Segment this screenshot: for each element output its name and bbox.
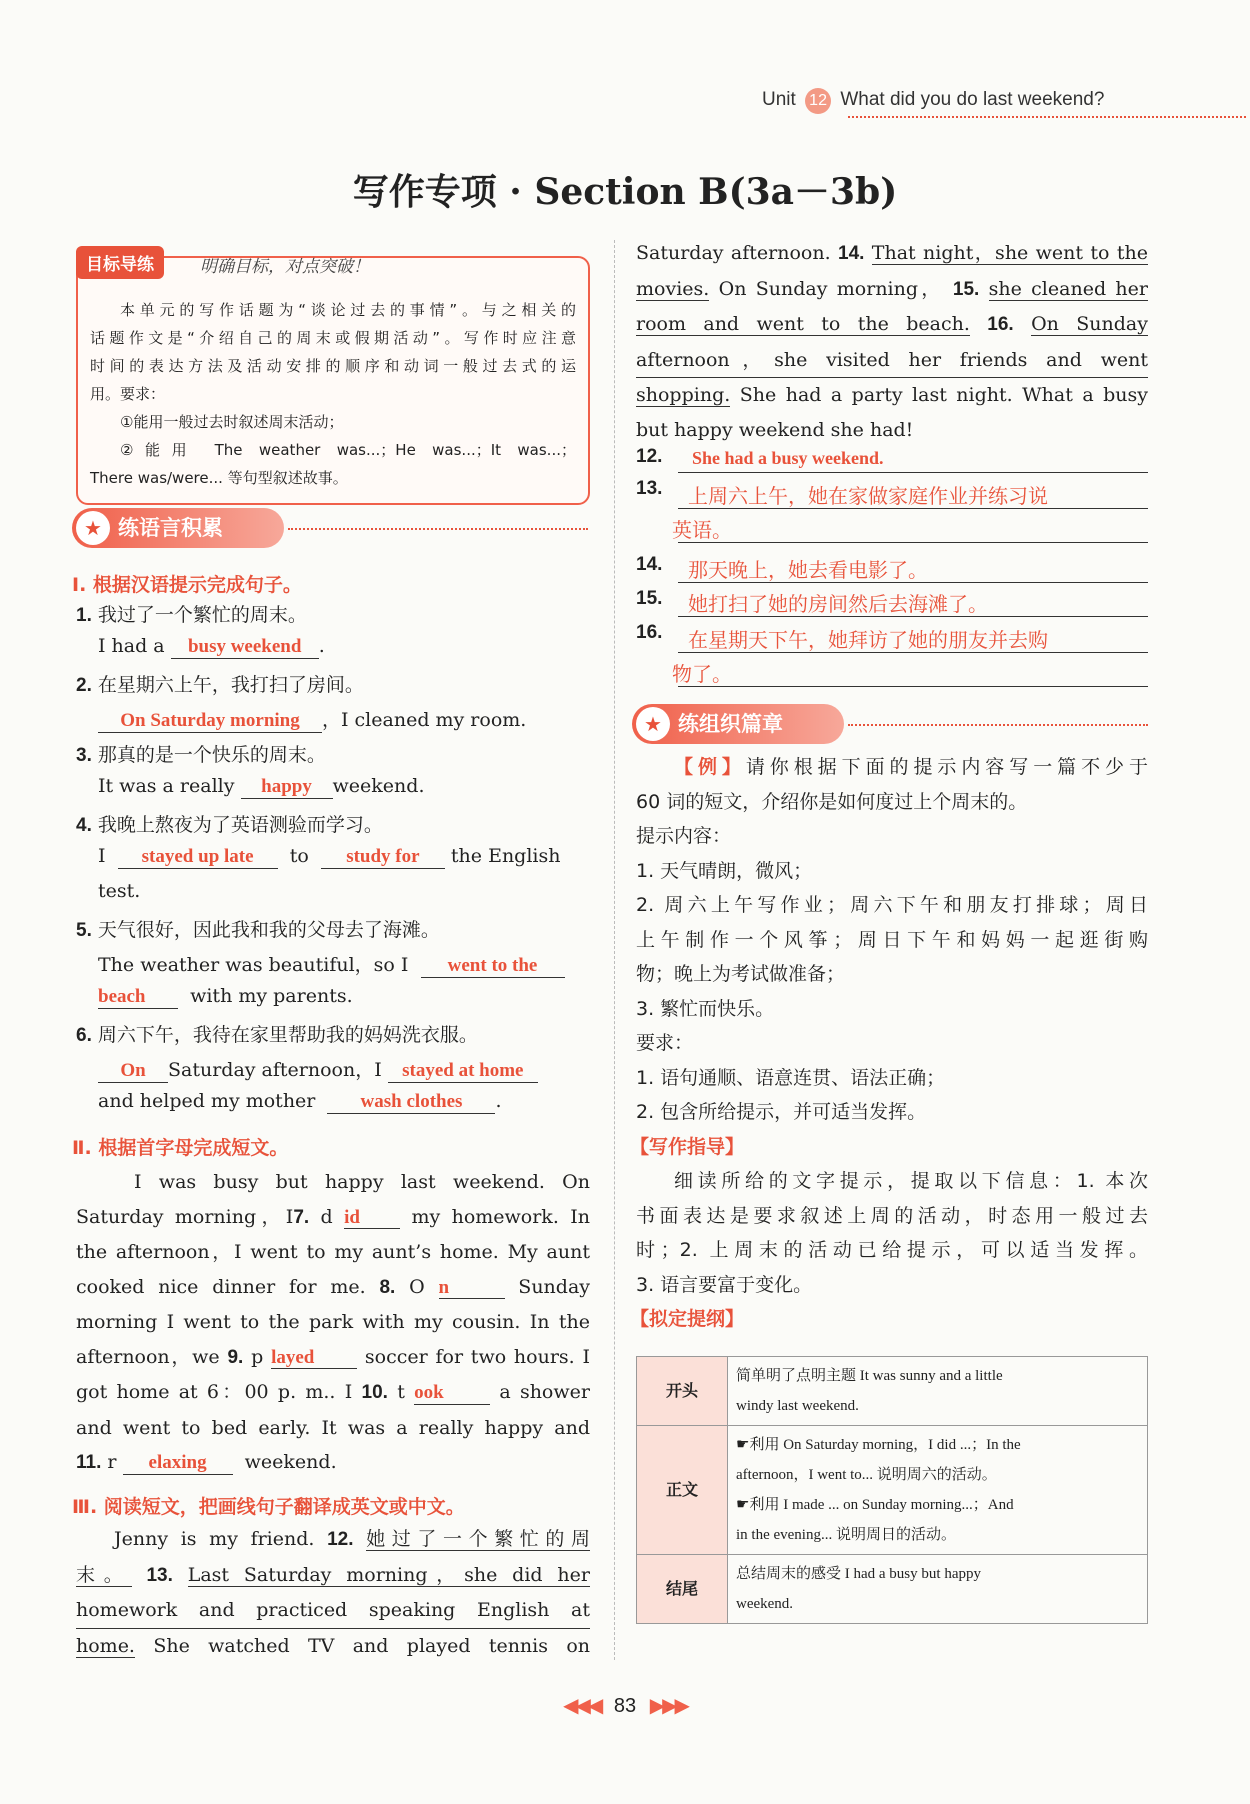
unit-number-badge: 12: [805, 88, 831, 114]
answer-16a: 在星期天下午，她拜访了她的朋友并去购: [688, 628, 1048, 652]
p3-line: room and went to the beach. 16. On Sunday: [636, 313, 1148, 335]
outline-cell: 简单明了点明主题 It was sunny and a little windy last weekend.: [728, 1357, 1148, 1426]
q4-answer-2: study for: [321, 847, 445, 869]
p2-line: morning I went to the park with my cousin. In the: [76, 1311, 590, 1333]
section-banner-label: 练语言积累: [118, 516, 223, 540]
prompt-line: 60 词的短文，介绍你是如何度过上个周末的。: [636, 790, 1028, 813]
goal-line: 话题作文是“介绍自己的周末或假期活动”。写作时应注意: [90, 329, 576, 347]
page-number: 83: [613, 1695, 637, 1717]
answer-15: 她打扫了她的房间然后去海滩了。: [688, 592, 988, 616]
guide-line: 细读所给的文字提示，提取以下信息：1. 本次: [674, 1170, 1148, 1192]
section-banner-label: 练组织篇章: [678, 712, 783, 736]
unit-label: Unit: [762, 89, 796, 110]
q3-answer-line: It was a really happy weekend.: [98, 775, 425, 797]
p2-line: Saturday morning，I7. d id my homework. In: [76, 1205, 590, 1228]
outline-row-opening: [637, 1357, 1148, 1426]
left-column: [72, 240, 591, 1660]
q1-chinese: 1. 我过了一个繁忙的周末。: [76, 604, 307, 626]
guide-line: 书面表达是要求叙述上周的活动，时态用一般过去: [636, 1204, 1148, 1227]
p3-line: but happy weekend she had!: [636, 418, 914, 441]
next-arrows-icon: ▶▶▶: [649, 1695, 687, 1717]
answer-11: elaxing: [123, 1453, 233, 1475]
p2-line: and went to bed early. It was a really happy and: [76, 1416, 590, 1439]
q2-chinese: 2. 在星期六上午，我打扫了房间。: [76, 674, 364, 696]
goal-requirement: ①能用一般过去时叙述周末活动；: [120, 413, 344, 431]
q4-answer-line: I stayed up late to study for the English: [98, 845, 561, 867]
q5-answer-line-2: beach with my parents.: [98, 985, 353, 1007]
section-banner-language: [72, 508, 284, 548]
q4-chinese: 4. 我晚上熬夜为了英语测验而学习。: [76, 814, 383, 836]
underlined-sentence-13: Last Saturday morning，she did her: [187, 1563, 590, 1586]
q6-answer-3: wash clothes: [327, 1092, 495, 1114]
hint-item: 上午制作一个风筝；周日下午和妈妈一起逛街购: [636, 928, 1148, 951]
answer-14-row: 14. 那天晚上，她去看电影了。: [636, 554, 1148, 586]
answer-12-row: 12. She had a busy weekend.: [636, 446, 1148, 476]
part2-passage: [76, 1165, 590, 1481]
p3-line: Saturday afternoon. 14. That night，she went to the: [636, 242, 1148, 264]
runner-icon: ★: [636, 707, 670, 741]
q1-answer-line: I had a busy weekend .: [98, 635, 325, 657]
p3-line: home. She watched TV and played tennis on: [76, 1634, 590, 1657]
q5-answer-line: The weather was beautiful，so I went to the: [98, 950, 565, 978]
q1-answer: busy weekend: [171, 637, 319, 659]
part1-heading: Ⅰ. 根据汉语提示完成句子。: [72, 574, 302, 596]
q3-chinese: 3. 那真的是一个快乐的周末。: [76, 744, 326, 766]
underlined-sentence-16: On Sunday: [1031, 313, 1148, 335]
column-divider: [614, 240, 615, 1660]
answer-12: She had a busy weekend.: [692, 448, 884, 468]
answer-8: n: [439, 1278, 505, 1300]
outline-head: 开头: [637, 1357, 728, 1426]
q5-answer-a: went to the: [421, 956, 565, 978]
outline-table: [636, 1356, 1148, 1624]
guide-line: 时；2. 上周末的活动已给提示，可以适当发挥。: [636, 1239, 1148, 1261]
goal-requirement: There was/were... 等句型叙述故事。: [90, 469, 348, 487]
outline-row-ending: [637, 1555, 1148, 1624]
answer-13a: 上周六上午，她在家做家庭作业并练习说: [688, 484, 1048, 508]
guide-line: 3. 语言要富于变化。: [636, 1273, 813, 1296]
req-item: 2. 包含所给提示，并可适当发挥。: [636, 1101, 927, 1123]
part3-heading: Ⅲ. 阅读短文，把画线句子翻译成英文或中文。: [72, 1496, 465, 1518]
p2-line: 11. r elaxing weekend.: [76, 1451, 337, 1473]
q6-answer-1: On: [98, 1061, 168, 1083]
goal-slogan: 明确目标，对点突破！: [200, 257, 370, 277]
section-banner-composition: [632, 704, 844, 744]
p3-line: homework and practiced speaking English at: [76, 1593, 590, 1629]
p2-line: the afternoon，I went to my aunt’s home. My aunt: [76, 1241, 590, 1263]
runner-icon: ★: [76, 511, 110, 545]
q2-answer-line: On Saturday morning ，I cleaned my room.: [98, 705, 526, 733]
goal-tag: 目标导练: [76, 246, 164, 279]
page-footer: [0, 1693, 1250, 1718]
hint-item: 1. 天气晴朗，微风；: [636, 859, 813, 882]
q4-answer-1: stayed up late: [118, 847, 278, 869]
answer-10: ook: [414, 1383, 490, 1405]
underlined-sentence-12: 她过了一个繁忙的周: [366, 1528, 591, 1550]
part3-passage-right: [636, 236, 1148, 447]
p2-line: afternoon，we 9. p layed soccer for two hours. I: [76, 1345, 591, 1368]
goal-line: 用。要求：: [90, 385, 166, 403]
example-tag: 【例】: [674, 756, 746, 778]
answer-14: 那天晚上，她去看电影了。: [688, 558, 928, 582]
banner-dots: [288, 528, 588, 530]
answer-16b: 物了。: [672, 662, 732, 686]
part2-heading: Ⅱ. 根据首字母完成短文。: [72, 1137, 289, 1159]
right-column: [630, 236, 1148, 1656]
q2-answer: On Saturday morning: [98, 711, 322, 733]
q3-answer: happy: [241, 777, 333, 799]
answer-9: layed: [271, 1348, 357, 1370]
goal-requirement: ②能用 The weather was...；He was...；It was...；: [120, 441, 576, 459]
outline-row-body: [637, 1426, 1148, 1555]
p2-line: I was busy but happy last weekend. On: [134, 1171, 590, 1193]
p2-line: got home at 6：00 p. m.. I 10. t ook a shower: [76, 1381, 590, 1403]
underlined-sentence-14: That night，she went to the: [871, 242, 1148, 264]
req-item: 1. 语句通顺、语意连贯、语法正确；: [636, 1066, 946, 1089]
part3-passage-left: [76, 1522, 590, 1663]
p3-line: shopping. She had a party last night. What a busy: [636, 384, 1148, 406]
q6-answer-line-2: and helped my mother wash clothes .: [98, 1090, 502, 1112]
writing-task: [630, 750, 1148, 1337]
prev-arrows-icon: ◀◀◀: [563, 1695, 601, 1717]
q5-chinese: 5. 天气很好，因此我和我的父母去了海滩。: [76, 919, 440, 941]
banner-dots: [848, 724, 1148, 726]
q5-answer-b: beach: [98, 987, 178, 1009]
goal-box: [76, 256, 590, 505]
page-title: 写作专项 · Section B(3a－3b): [352, 171, 898, 213]
req-label: 要求：: [636, 1032, 694, 1054]
p3-line: afternoon，she visited her friends and went: [636, 343, 1148, 379]
guide-tag: 【写作指导】: [630, 1135, 745, 1158]
unit-title: What did you do last weekend?: [840, 89, 1105, 110]
hint-item: 2. 周六上午写作业；周六下午和朋友打排球；周日: [636, 894, 1148, 916]
q6-answer-2: stayed at home: [388, 1061, 538, 1083]
p3-line: 末。 13. Last Saturday morning，she did her: [76, 1563, 590, 1586]
hint-item: 3. 繁忙而快乐。: [636, 997, 775, 1020]
q6-chinese: 6. 周六下午，我待在家里帮助我的妈妈洗衣服。: [76, 1024, 478, 1046]
running-header: [762, 88, 1104, 114]
q4-answer-line-2: test.: [98, 880, 141, 902]
p3-line: Jenny is my friend. 12. 她过了一个繁忙的周: [114, 1528, 591, 1550]
outline-cell: 总结周末的感受 I had a busy but happy weekend.: [728, 1555, 1148, 1624]
outline-tag: 【拟定提纲】: [630, 1308, 745, 1330]
header-divider: [848, 116, 1246, 118]
answer-13b: 英语。: [672, 518, 732, 542]
answer-15-row: 15. 她打扫了她的房间然后去海滩了。: [636, 588, 1148, 620]
p3-line: movies. On Sunday morning， 15. she cleaned her: [636, 277, 1148, 300]
hints-label: 提示内容：: [636, 825, 732, 847]
underlined-sentence-15: she cleaned her: [988, 277, 1148, 300]
outline-head: 正文: [637, 1426, 728, 1555]
answer-16-row: 16. 在星期天下午，她拜访了她的朋友并去购 物了。: [636, 622, 1148, 692]
answer-13-row: 13. 上周六上午，她在家做家庭作业并练习说 英语。: [636, 478, 1148, 548]
hint-item: 物；晚上为考试做准备；: [636, 963, 846, 985]
outline-head: 结尾: [637, 1555, 728, 1624]
goal-text: [90, 296, 576, 492]
outline-cell: ☛利用 On Saturday morning，I did ...；In the afternoon，I went to... 说明周六的活动。 ☛利用 I made ... on Sunday morning...；And in the evening... 说明周日的活动。: [728, 1426, 1148, 1555]
goal-line: 本单元的写作话题为“谈论过去的事情”。与之相关的: [120, 301, 576, 319]
answer-7: id: [344, 1208, 400, 1230]
prompt-line: 【例】请你根据下面的提示内容写一篇不少于: [674, 756, 1148, 778]
p2-line: cooked nice dinner for me. 8. O n Sunday: [76, 1275, 591, 1298]
goal-line: 时间的表达方法及活动安排的顺序和动词一般过去式的运: [90, 357, 576, 375]
q6-answer-line: On Saturday afternoon，I stayed at home: [98, 1055, 538, 1083]
